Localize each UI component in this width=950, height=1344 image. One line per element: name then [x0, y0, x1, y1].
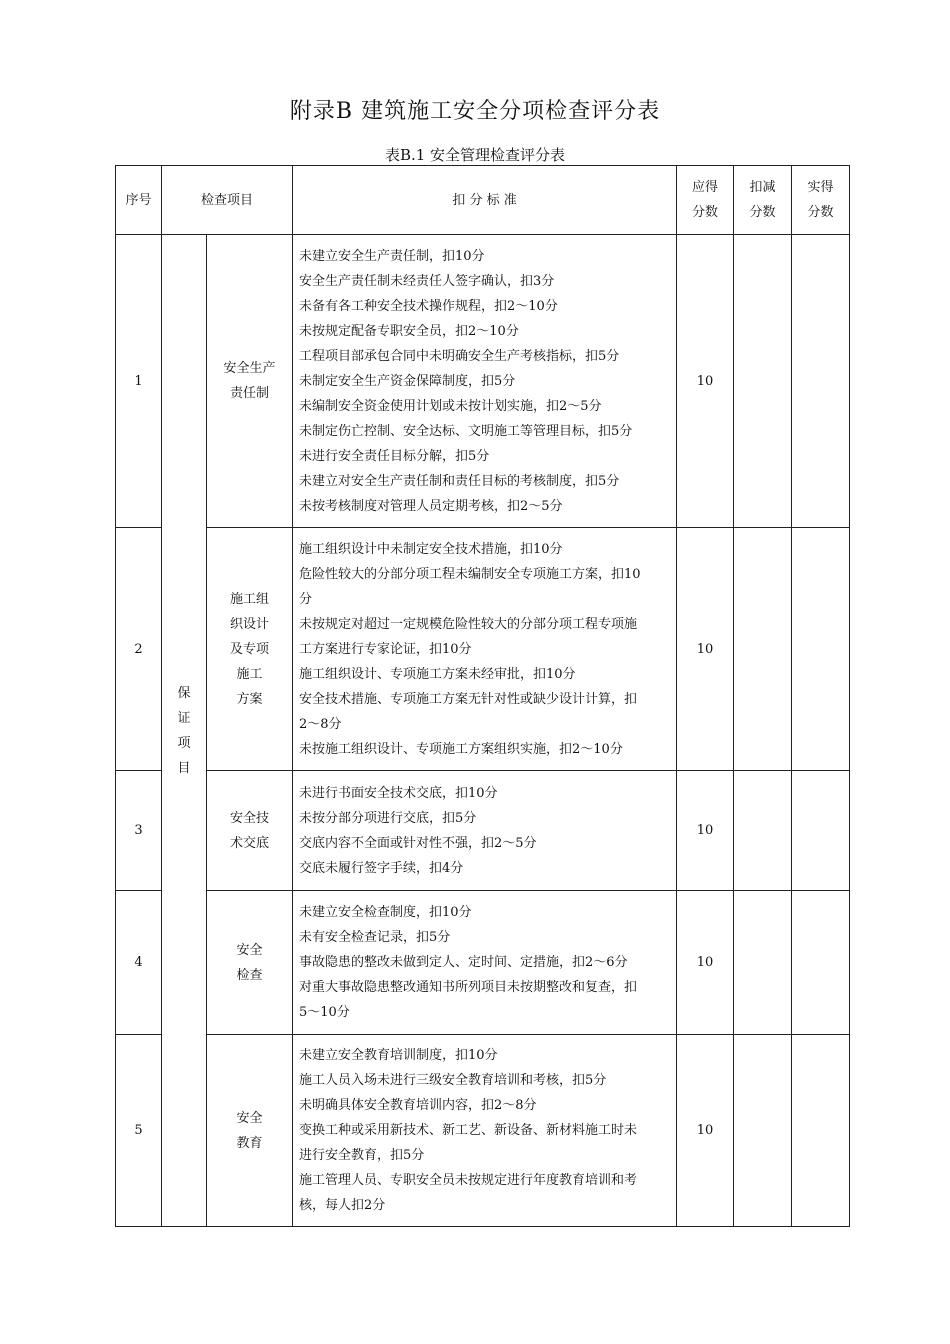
row-number: 5 [116, 1035, 162, 1227]
item-name-line: 责任制 [230, 386, 270, 401]
criteria-line: 未进行安全责任目标分解，扣5分 [299, 448, 490, 464]
criteria-line: 施工组织设计中未制定安全技术措施，扣10分 [299, 541, 563, 557]
criteria-line: 未建立安全生产责任制，扣10分 [299, 248, 485, 264]
actual-score-cell[interactable] [792, 891, 850, 1035]
criteria-line: 2～8分 [299, 716, 342, 732]
group-label-char: 项 [177, 735, 191, 751]
criteria-line: 未建立安全检查制度，扣10分 [299, 905, 472, 920]
criteria-line: 施工人员入场未进行三级安全教育培训和考核，扣5分 [299, 1073, 607, 1088]
criteria-line: 安全技术措施、专项施工方案无针对性或缺少设计计算，扣 [299, 691, 638, 707]
item-name-line: 施工 [236, 666, 263, 682]
criteria-line: 未按考核制度对管理人员定期考核，扣2～5分 [299, 498, 563, 514]
deduct-score-cell[interactable] [734, 235, 792, 528]
item-name [207, 1035, 293, 1227]
item-name [207, 771, 293, 891]
criteria-line: 未制定安全生产资金保障制度，扣5分 [299, 373, 516, 389]
header-item: 检查项目 [162, 166, 293, 235]
actual-score-cell[interactable] [792, 1035, 850, 1227]
row-number: 4 [116, 891, 162, 1035]
criteria-line: 未建立安全教育培训制度，扣10分 [299, 1048, 498, 1063]
item-name-line: 及专项 [230, 641, 270, 657]
max-score: 10 [677, 528, 734, 771]
deduction-criteria [293, 771, 677, 891]
criteria-line: 交底未履行签字手续，扣4分 [299, 860, 464, 876]
deduct-score-cell[interactable] [734, 528, 792, 771]
criteria-line: 未制定伤亡控制、安全达标、文明施工等管理目标，扣5分 [299, 423, 633, 439]
item-name-line: 安全生产 [223, 361, 276, 376]
deduct-score-cell[interactable] [734, 891, 792, 1035]
criteria-line: 未备有各工种安全技术操作规程，扣2～10分 [299, 298, 558, 314]
item-name-line: 安全技 [230, 810, 270, 826]
item-name-line: 方案 [236, 691, 263, 707]
item-name-line: 检查 [236, 967, 263, 983]
item-name-line: 安全 [236, 1110, 263, 1126]
criteria-line: 核，每人扣2分 [299, 1198, 386, 1213]
header-max-score [677, 166, 734, 235]
row-number: 3 [116, 771, 162, 891]
table-row [116, 528, 850, 771]
header-actual-line2: 分数 [807, 205, 834, 220]
item-name-line: 教育 [236, 1135, 263, 1151]
page-title: 附录B 建筑施工安全分项检查评分表 [289, 99, 661, 124]
criteria-line: 未按规定配备专职安全员，扣2～10分 [299, 323, 519, 339]
max-score: 10 [677, 1035, 734, 1227]
deduct-score-cell[interactable] [734, 1035, 792, 1227]
table-row [116, 891, 850, 1035]
group-label-char: 目 [177, 760, 191, 776]
criteria-line: 变换工种或采用新技术、新工艺、新设备、新材料施工时未 [299, 1123, 638, 1138]
criteria-line: 未按分部分项进行交底，扣5分 [299, 810, 477, 826]
group-label-char: 保 [177, 685, 191, 701]
criteria-line: 工程项目部承包合同中未明确安全生产考核指标，扣5分 [299, 348, 620, 364]
item-name-line: 织设计 [230, 616, 270, 632]
group-label [162, 235, 207, 1227]
item-name-line: 施工组 [230, 591, 270, 607]
criteria-line: 安全生产责任制未经责任人签字确认，扣3分 [299, 273, 555, 289]
header-max-line1: 应得 [692, 180, 719, 195]
criteria-line: 进行安全教育，扣5分 [299, 1148, 425, 1163]
table-row [116, 771, 850, 891]
row-number: 1 [116, 235, 162, 528]
criteria-line: 5～10分 [299, 1005, 350, 1020]
header-actual-score [792, 166, 850, 235]
criteria-line: 未按规定对超过一定规模危险性较大的分部分项工程专项施 [299, 616, 638, 632]
header-max-line2: 分数 [692, 205, 719, 220]
item-name [207, 891, 293, 1035]
header-no: 序号 [116, 166, 162, 235]
deduction-criteria [293, 528, 677, 771]
max-score: 10 [677, 235, 734, 528]
header-deduct-line1: 扣减 [749, 180, 776, 195]
header-deduct-score [734, 166, 792, 235]
criteria-line: 未编制安全资金使用计划或未按计划实施，扣2～5分 [299, 398, 602, 414]
header-actual-line1: 实得 [807, 180, 834, 195]
deduct-score-cell[interactable] [734, 771, 792, 891]
actual-score-cell[interactable] [792, 771, 850, 891]
row-number: 2 [116, 528, 162, 771]
criteria-line: 未有安全检查记录，扣5分 [299, 930, 451, 945]
criteria-line: 交底内容不全面或针对性不强，扣2～5分 [299, 835, 537, 851]
item-name [207, 528, 293, 771]
header-criteria: 扣 分 标 准 [293, 166, 677, 235]
criteria-line: 未进行书面安全技术交底，扣10分 [299, 785, 498, 801]
table-body [116, 235, 850, 1227]
deduction-criteria [293, 1035, 677, 1227]
criteria-line: 分 [299, 591, 313, 607]
criteria-line: 事故隐患的整改未做到定人、定时间、定措施，扣2～6分 [299, 955, 628, 970]
actual-score-cell[interactable] [792, 528, 850, 771]
max-score: 10 [677, 771, 734, 891]
criteria-line: 未建立对安全生产责任制和责任目标的考核制度，扣5分 [299, 473, 620, 489]
criteria-line: 未按施工组织设计、专项施工方案组织实施，扣2～10分 [299, 741, 623, 757]
criteria-line: 工方案进行专家论证，扣10分 [299, 641, 472, 657]
score-table [115, 165, 850, 1227]
criteria-line: 未明确具体安全教育培训内容，扣2～8分 [299, 1098, 537, 1113]
header-row [116, 166, 850, 235]
criteria-line: 施工管理人员、专职安全员未按规定进行年度教育培训和考 [299, 1173, 638, 1188]
deduction-criteria [293, 235, 677, 528]
max-score: 10 [677, 891, 734, 1035]
item-name [207, 235, 293, 528]
criteria-line: 危险性较大的分部分项工程未编制安全专项施工方案，扣10 [299, 566, 641, 582]
table-caption: 表B.1 安全管理检查评分表 [384, 146, 566, 164]
deduction-criteria [293, 891, 677, 1035]
item-name-line: 安全 [236, 942, 263, 958]
criteria-line: 施工组织设计、专项施工方案未经审批，扣10分 [299, 666, 576, 682]
group-label-char: 证 [177, 710, 191, 726]
table-row [116, 235, 850, 528]
item-name-line: 术交底 [230, 835, 270, 851]
actual-score-cell[interactable] [792, 235, 850, 528]
table-row [116, 1035, 850, 1227]
header-deduct-line2: 分数 [749, 205, 776, 220]
criteria-line: 对重大事故隐患整改通知书所列项目未按期整改和复查，扣 [299, 980, 638, 995]
